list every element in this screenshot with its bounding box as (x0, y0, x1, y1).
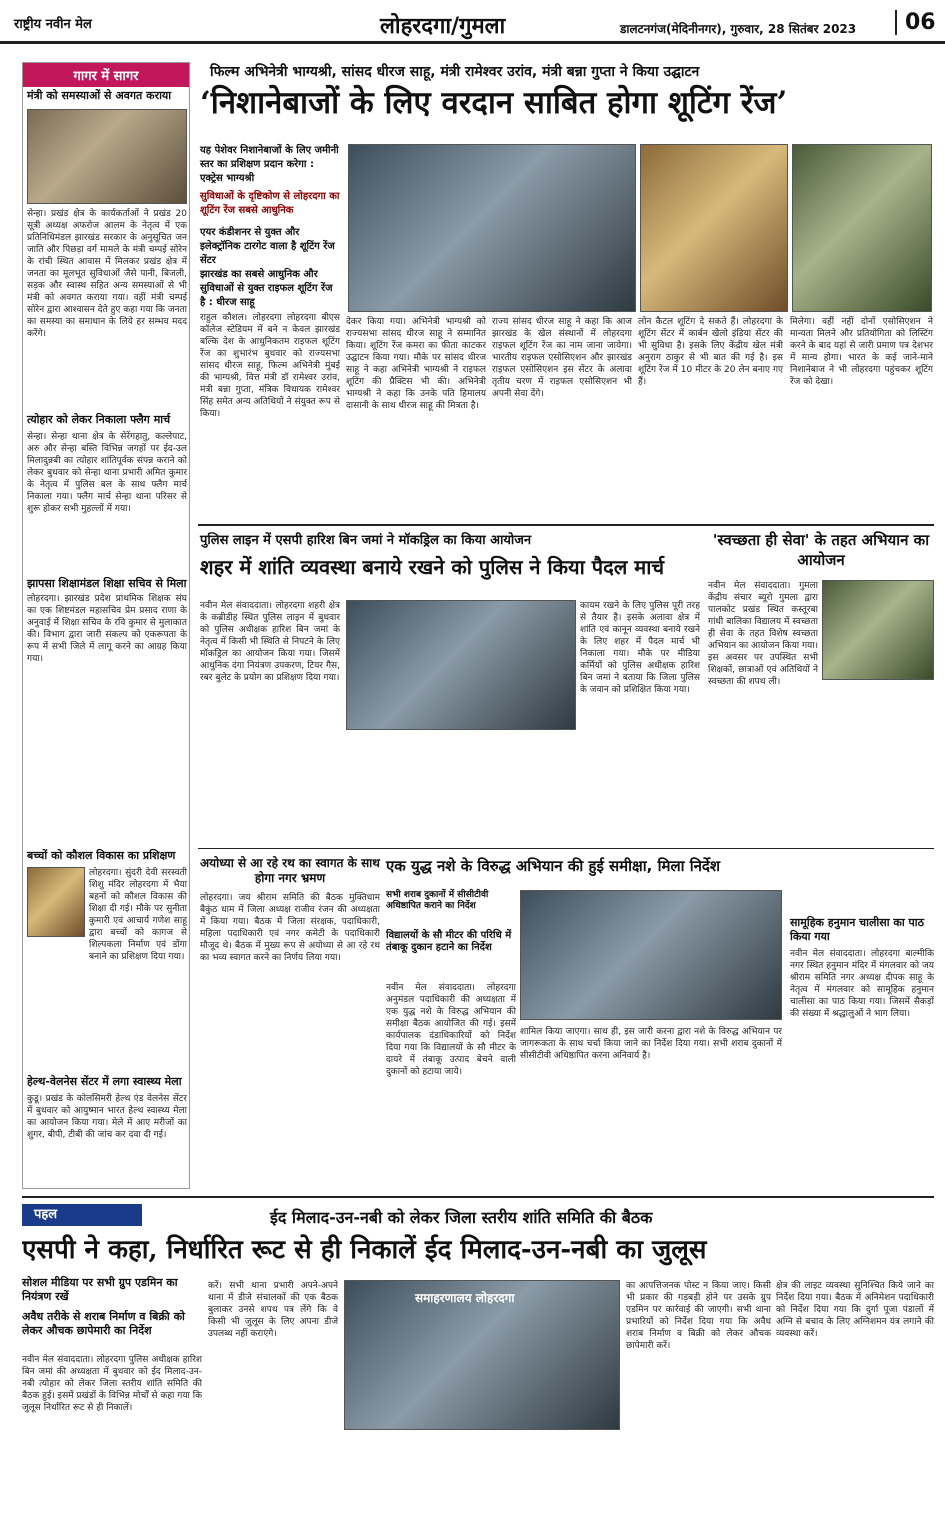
ayodhya-body: लोहरदगा। जय श्रीराम समिति की बैठक मुक्तिधाम बैकुंठ धाम में जिला अध्यक्ष राजीव रंजन की अध्यक्षता में किया गया। बैठक में जिला संरक्षक, पदाधिकारी, महिला पदाधिकारी एवं नगर कमेटी के पदाधिकारी मौजूद थे। बैठक में मुख्य रूप से अयोध्या से आ रहे रथ का भव्य स्वागत करने का निर्णय लिया गया। (200, 893, 380, 963)
lead-kicker: फिल्म अभिनेत्री भाग्यश्री, सांसद धीरज साहू, मंत्री रामेश्वर उरांव, मंत्री बन्ना गुप्ता ने किया उद्घाटन (210, 64, 700, 80)
lead-quote-1: यह पेशेवर निशानेबाजों के लिए जमीनी स्तर का प्रशिक्षण प्रदान करेगा : एक्ट्रेस भाग्यश्री (200, 145, 339, 184)
lead-photo-2 (640, 144, 788, 312)
bottom-headline: एसपी ने कहा, निर्धारित रूट से ही निकालें ईद मिलाद-उन-नबी का जुलूस (22, 1235, 707, 1265)
sidebar-box-title: गागर में सागर (23, 63, 189, 87)
swachhta-body: नवीन मेल संवाददाता। गुमला केंद्रीय संचार ब्यूरो गुमला द्वारा पालकोट प्रखंड स्थित कस्तूरबा गांधी बालिका विद्यालय में स्वच्छता ही सेवा के तहत विशेष स्वच्छता अभियान का आयोजन किया गया। इस अवसर पर उपस्थित सभी शिक्षकों, छात्राओं एवं अतिथियों ने स्वच्छता की शपथ ली। (708, 581, 818, 687)
story2-kicker: पुलिस लाइन में एसपी हारिश बिन जमां ने मॉकड्रिल का किया आयोजन (200, 533, 532, 548)
sidebar-story3-head: झापसा शिक्षामंडल शिक्षा सचिव से मिला (27, 577, 187, 590)
sidebar-story5-body: कुडू। प्रखंड के कोलसिमरी हेल्थ एंड वेलनेस सेंटर में बुधवार को आयुष्मान भारत हेल्थ स्वास्थ्य मेला का आयोजन किया गया। मेले में आए मरीजों का शुगर, बीपी, टीबी की जांच कर दवा दी गई। (27, 1094, 187, 1140)
section-title: लोहरदगा/गुमला (380, 13, 506, 39)
drugs-sub-2: विद्यालयों के सौ मीटर की परिधि में तंबाकू दुकान हटाने का निर्देश (386, 930, 512, 953)
sidebar-story1-body: सेन्हा। प्रखंड क्षेत्र के कार्यकर्ताओं ने प्रखंड 20 सूत्री अध्यक्ष अफरोज आलम के नेतृत्व में एक प्रतिनिधिमंडल झारखंड सरकार के अनुसूचित जन जाति और पिछड़ा वर्ग मामले के मंत्री चम्पई सोरेन के रांची स्थित आवास में मिलकर प्रखंड क्षेत्र में जनता का मूलभूत सुविधाओं जैसे पानी, बिजली, सड़क और स्वास्थ सहित अन्य समस्याओं से भी मंत्री को अवगत कराया गया। वहीं मंत्री चम्पई सोरेन द्वारा आश्वासन देते हुए कहा गया कि जनता का समस्या का समाधान के लिये हर सम्भव मदद करेंगे। (27, 209, 187, 339)
bottom-body-1: नवीन मेल संवाददाता। लोहरदगा पुलिस अधीक्षक हारिश बिन जमां की अध्यक्षता में बुधवार को ईद मिलाद-उन-नबी त्योहार को लेकर जिला स्तरीय शांति समिति की बैठक हुई। इसमें प्रखंडों के विभिन्न मोर्चों से कहा गया कि जुलूस निर्धारित रूट से ही निकालें। (22, 1355, 202, 1413)
sidebar-photo-2 (27, 867, 85, 937)
story2-body-1: नवीन मेल संवाददाता। लोहरदगा शहरी क्षेत्र के कब्रीडीह स्थित पुलिस लाइन में बुधवार को पुलिस अधीक्षक हारिश बिन जमां के नेतृत्व में किसी भी स्थिति से निपटने के लिए मॉकड्रिल का आयोजन किया गया। जिसमें आधुनिक दंगा नियंत्रण उपकरण, टियर गैस, रबर बुलेट के प्रयोग का प्रशिक्षण दिया गया। (200, 601, 340, 683)
sidebar-story2-body: सेन्हा। सेन्हा थाना क्षेत्र के सेरेंगहातु, कल्लेपाट, अरु और सेन्हा बस्ति विभिन्न जगहों पर ईद-उल मिलादुन्नबी का त्योहार शांतिपूर्वक संपन्न कराने को लेकर बुधवार को सेन्हा थाना प्रभारी अमित कुमार के नेतृत्व में पुलिस बल के साथ फ्लैग मार्च निकाला गया। फ्लैग मार्च सेन्हा थाना परिसर से शुरू होकर सभी मुहल्लों में गया। (27, 432, 187, 514)
ayodhya-headline: अयोध्या से आ रहे रथ का स्वागत के साथ होगा नगर भ्रमण (200, 856, 380, 885)
lead-body-4: लोन कैटल शूटिंग दे सकते हैं। लोहरदगा के शूटिंग सेंटर में कार्बन खेलो इंडिया सेंटर की भी सुविधा है। इसके लिए केंद्रीय खेल मंत्री अनुराग ठाकुर से भी बात की गई है। इस शूटिंग रेंज में 10 मीटर के 20 लेन बनाए गए हैं। (638, 317, 783, 387)
bottom-sub-1: सोशल मीडिया पर सभी ग्रुप एडमिन का नियंत्रण रखें (22, 1276, 178, 1303)
bottom-photo (344, 1280, 620, 1430)
hanuman-headline: सामूहिक हनुमान चालीसा का पाठ किया गया (790, 916, 925, 943)
dateline: डालटनगंज(मेदिनीनगर), गुरुवार, 28 सितंबर 2023 (620, 22, 857, 36)
divider (22, 1196, 934, 1198)
sidebar-story5-head: हेल्थ-वेलनेस सेंटर में लगा स्वास्थ्य मेला (27, 1075, 182, 1088)
story2-headline: शहर में शांति व्यवस्था बनाये रखने को पुलिस ने किया पैदल मार्च (200, 555, 665, 579)
swachhta-headline: 'स्वच्छता ही सेवा' के तहत अभियान का आयोजन (712, 531, 930, 569)
lead-photo-1 (348, 144, 636, 312)
story2-photo (346, 600, 576, 730)
lead-body-5: मिलेगा। वहीं नहीं दोनों एसोसिएशन ने मान्यता मिलने और प्रतियोगिता को लिस्टिंग करने के बाद यहां से जारी प्रमाण पत्र देशभर में मान्य होगा। भारत के कई जाने-माने निशानेबाज ने भी लोहरदगा पहुंचकर शूटिंग रेंज को देखा। (790, 317, 933, 387)
brand-name: राष्ट्रीय नवीन मेल (14, 17, 92, 32)
drugs-body-1: नवीन मेल संवाददाता। लोहरदगा अनुमंडल पदाधिकारी की अध्यक्षता में एक युद्ध नशे के विरुद्ध अभियान की समीक्षा बैठक आयोजित की गई। इसमें कार्यपालक दंडाधिकारियों को निर्देश दिया गया कि विद्यालयों के सौ मीटर के दायरे में तंबाकू उत्पाद बेचने वाली दुकानों को हटाया जाये। (386, 983, 516, 1077)
swachhta-photo (822, 580, 934, 680)
lead-headline: ‘निशानेबाजों के लिए वरदान साबित होगा शूटिंग रेंज’ (200, 85, 788, 121)
lead-quote-4: झारखंड का सबसे आधुनिक और सुविधाओं से युक्त राइफल शूटिंग रेंज है : धीरज साहू (200, 269, 333, 308)
bottom-sub-2: अवैध तरीके से शराब निर्माण व बिक्री को लेकर औचक छापेमारी का निर्देश (22, 1310, 185, 1337)
bottom-body-3: का आपत्तिजनक पोस्ट न किया जाए। किसी भी प्रकार की गड़बड़ी होने पर उसके ग्रुप एडमिन पर कार्रवाई की जाएगी। सभी थाना प्रभारियों को निर्देश दिया गया कि अवैध शराब निर्माण व बिक्री को लेकर औचक छापेमारी करें। (626, 1281, 771, 1351)
drugs-headline: एक युद्ध नशे के विरुद्ध अभियान की हुई समीक्षा, मिला निर्देश (386, 857, 721, 875)
drugs-sub-1: सभी शराब दुकानों में सीसीटीवी अधिष्ठापित कराने का निर्देश (386, 890, 489, 911)
drugs-body-2: शामिल किया जाएगा। साथ ही, इस जारी करना द्वारा नशे के विरुद्ध अभियान पर जागरूकता के साथ चर्चा किया जाने का निर्देश दिया गया। सभी शराब दुकानों में सीसीटीवी अधिष्ठापित करना अनिवार्य है। (520, 1027, 782, 1061)
bottom-photo-caption: समाहरणालय लोहरदगा (415, 1291, 515, 1305)
lead-body-3: राज्य सांसद धीरज साहू ने कहा कि आज झारखंड के खेल संस्थानों में लोहरदगा राइफल शूटिंग रेंज का नाम जाना जायेगा। भारतीय राइफल एसोसिएशन और झारखंड राइफल एसोसिएशन इस सेंटर के अलावा तृतीय चरण में राइफल एसोसिएशन भी अपनी सेवा देंगे। (492, 317, 632, 399)
lead-photo-3 (792, 144, 932, 312)
lead-quote-3: एयर कंडीशनर से युक्त और इलेक्ट्रॉनिक टारगेट वाला है शूटिंग रेंज सेंटर (200, 227, 335, 266)
sidebar (22, 62, 190, 1189)
divider (198, 524, 934, 526)
sidebar-story4-body: लोहरदगा। सुंदरी देवी सरस्वती शिशु मंदिर लोहरदगा में भैया बहनों को कौशल विकास की शिक्षा दी गई। मौके पर सुनीता कुमारी एवं आचार्य गणेश साहू द्वारा बच्चों को कागज से शिल्पकला निर्माण एवं डोंगा बनाने का प्रशिक्षण दिया गया। (89, 868, 187, 962)
page-number: 06 (895, 10, 936, 35)
bottom-kicker: ईद मिलाद-उन-नबी को लेकर जिला स्तरीय शांति समिति की बैठक (270, 1208, 653, 1227)
sidebar-story1-head: मंत्री को समस्याओं से अवगत कराया (27, 89, 172, 102)
lead-body-2: देकर किया गया। अभिनेत्री भाग्यश्री को राज्यसभा सांसद धीरज साहू ने सम्मानित किया। शूटिंग रेंज कमरा का फीता काटकर उद्घाटन किया गया। मौके पर सांसद धीरज साहू ने कहा अभिनेत्री भाग्यश्री ने राइफल शूटिंग की प्रैक्टिस भी की। अभिनेत्री भाग्यश्री ने कहा कि उनके पति हिमालय दासानी के साथ धीरज साहू की मित्रता है। (346, 317, 486, 411)
bottom-body-4: क्षेत्र की लाइट व्यवस्था सुनिश्चित किये जाने का निर्देश दिया गया। बैठक में अनिमेशन पदाधिकारी को निर्देश दिया गया कि दुर्गा पूजा पंडालों में अग्नि से बचाव के लिए अग्निशमन यंत्र लगाने की व्यवस्था करें। (776, 1281, 934, 1339)
divider (198, 848, 934, 849)
bottom-body-2: करें। सभी थाना प्रभारी अपने-अपने थाना में डीजे संचालकों की एक बैठक बुलाकर उनसे शपथ पत्र लेंगे कि वे किसी भी जुलूस के लिए अपना डीजे उपलब्ध नहीं कराएंगे। (208, 1281, 338, 1339)
lead-body-1: राहुल कौशल। लोहरदगा लोहरदगा बीएस कॉलेज स्टेडियम में बने न केवल झारखंड बल्कि देश के आधुनिकतम राइफल शूटिंग रेंज का शुभारंभ बुधवार को राज्यसभा सांसद धीरज साहू, फिल्म अभिनेत्री मुंबई की भाग्यश्री, वित्त मंत्री डॉ रामेश्वर उरांव, मंत्री बन्ना गुप्ता, मंत्रिक विधायक रामेश्वर सिंह समेत अन्य अतिथियों ने संयुक्त रूप से किया। (200, 313, 340, 419)
sidebar-photo (27, 109, 187, 204)
masthead (0, 0, 945, 44)
story2-body-2: कायम रखने के लिए पुलिस पूरी तरह से तैयार है। इसके अलावा क्षेत्र में शांति एवं कानून व्यवस्था बनाये रखने के लिए शहर में पैदल मार्च भी निकाला गया। मौके पर मीडिया कर्मियों को पुलिस अधीक्षक हारिश बिन जमां ने बताया कि जिला पुलिस के जवान को प्रशिक्षित किया गया। (580, 601, 700, 695)
sidebar-story2-head: त्योहार को लेकर निकाला फ्लैग मार्च (27, 413, 171, 426)
drugs-photo (520, 890, 782, 1020)
lead-quote-2: सुविधाओं के दृष्टिकोण से लोहरदगा का शूटिंग रेंज सबसे आधुनिक (200, 191, 340, 216)
sidebar-story3-body: लोहरदगा। झारखंड प्रदेश प्राथमिक शिक्षक संघ का एक शिष्टमंडल महासचिव प्रेम प्रसाद राणा के अनुवाई में शिक्षा सचिव के रवि कुमार से मुलाकात की। विभाग द्वारा जारी संकल्प को एकरूपता के रूप में सभी जिले में लागू करने का आग्रह किया गया। (27, 594, 187, 664)
bottom-tag: पहल (22, 1204, 142, 1226)
hanuman-body: नवीन मेल संवाददाता। लोहरदगा बाल्मीकि नगर स्थित हनुमान मंदिर में मंगलवार को जय श्रीराम समिति नगर अध्यक्ष दीपक साहू के नेतृत्व में मंगलवार को सामूहिक हनुमान चालीसा का पाठ किया गया। जिसमें सैकड़ों की संख्या में श्रद्धालुओं ने भाग लिया। (790, 949, 934, 1019)
sidebar-story4-head: बच्चों को कौशल विकास का प्रशिक्षण (27, 849, 176, 862)
